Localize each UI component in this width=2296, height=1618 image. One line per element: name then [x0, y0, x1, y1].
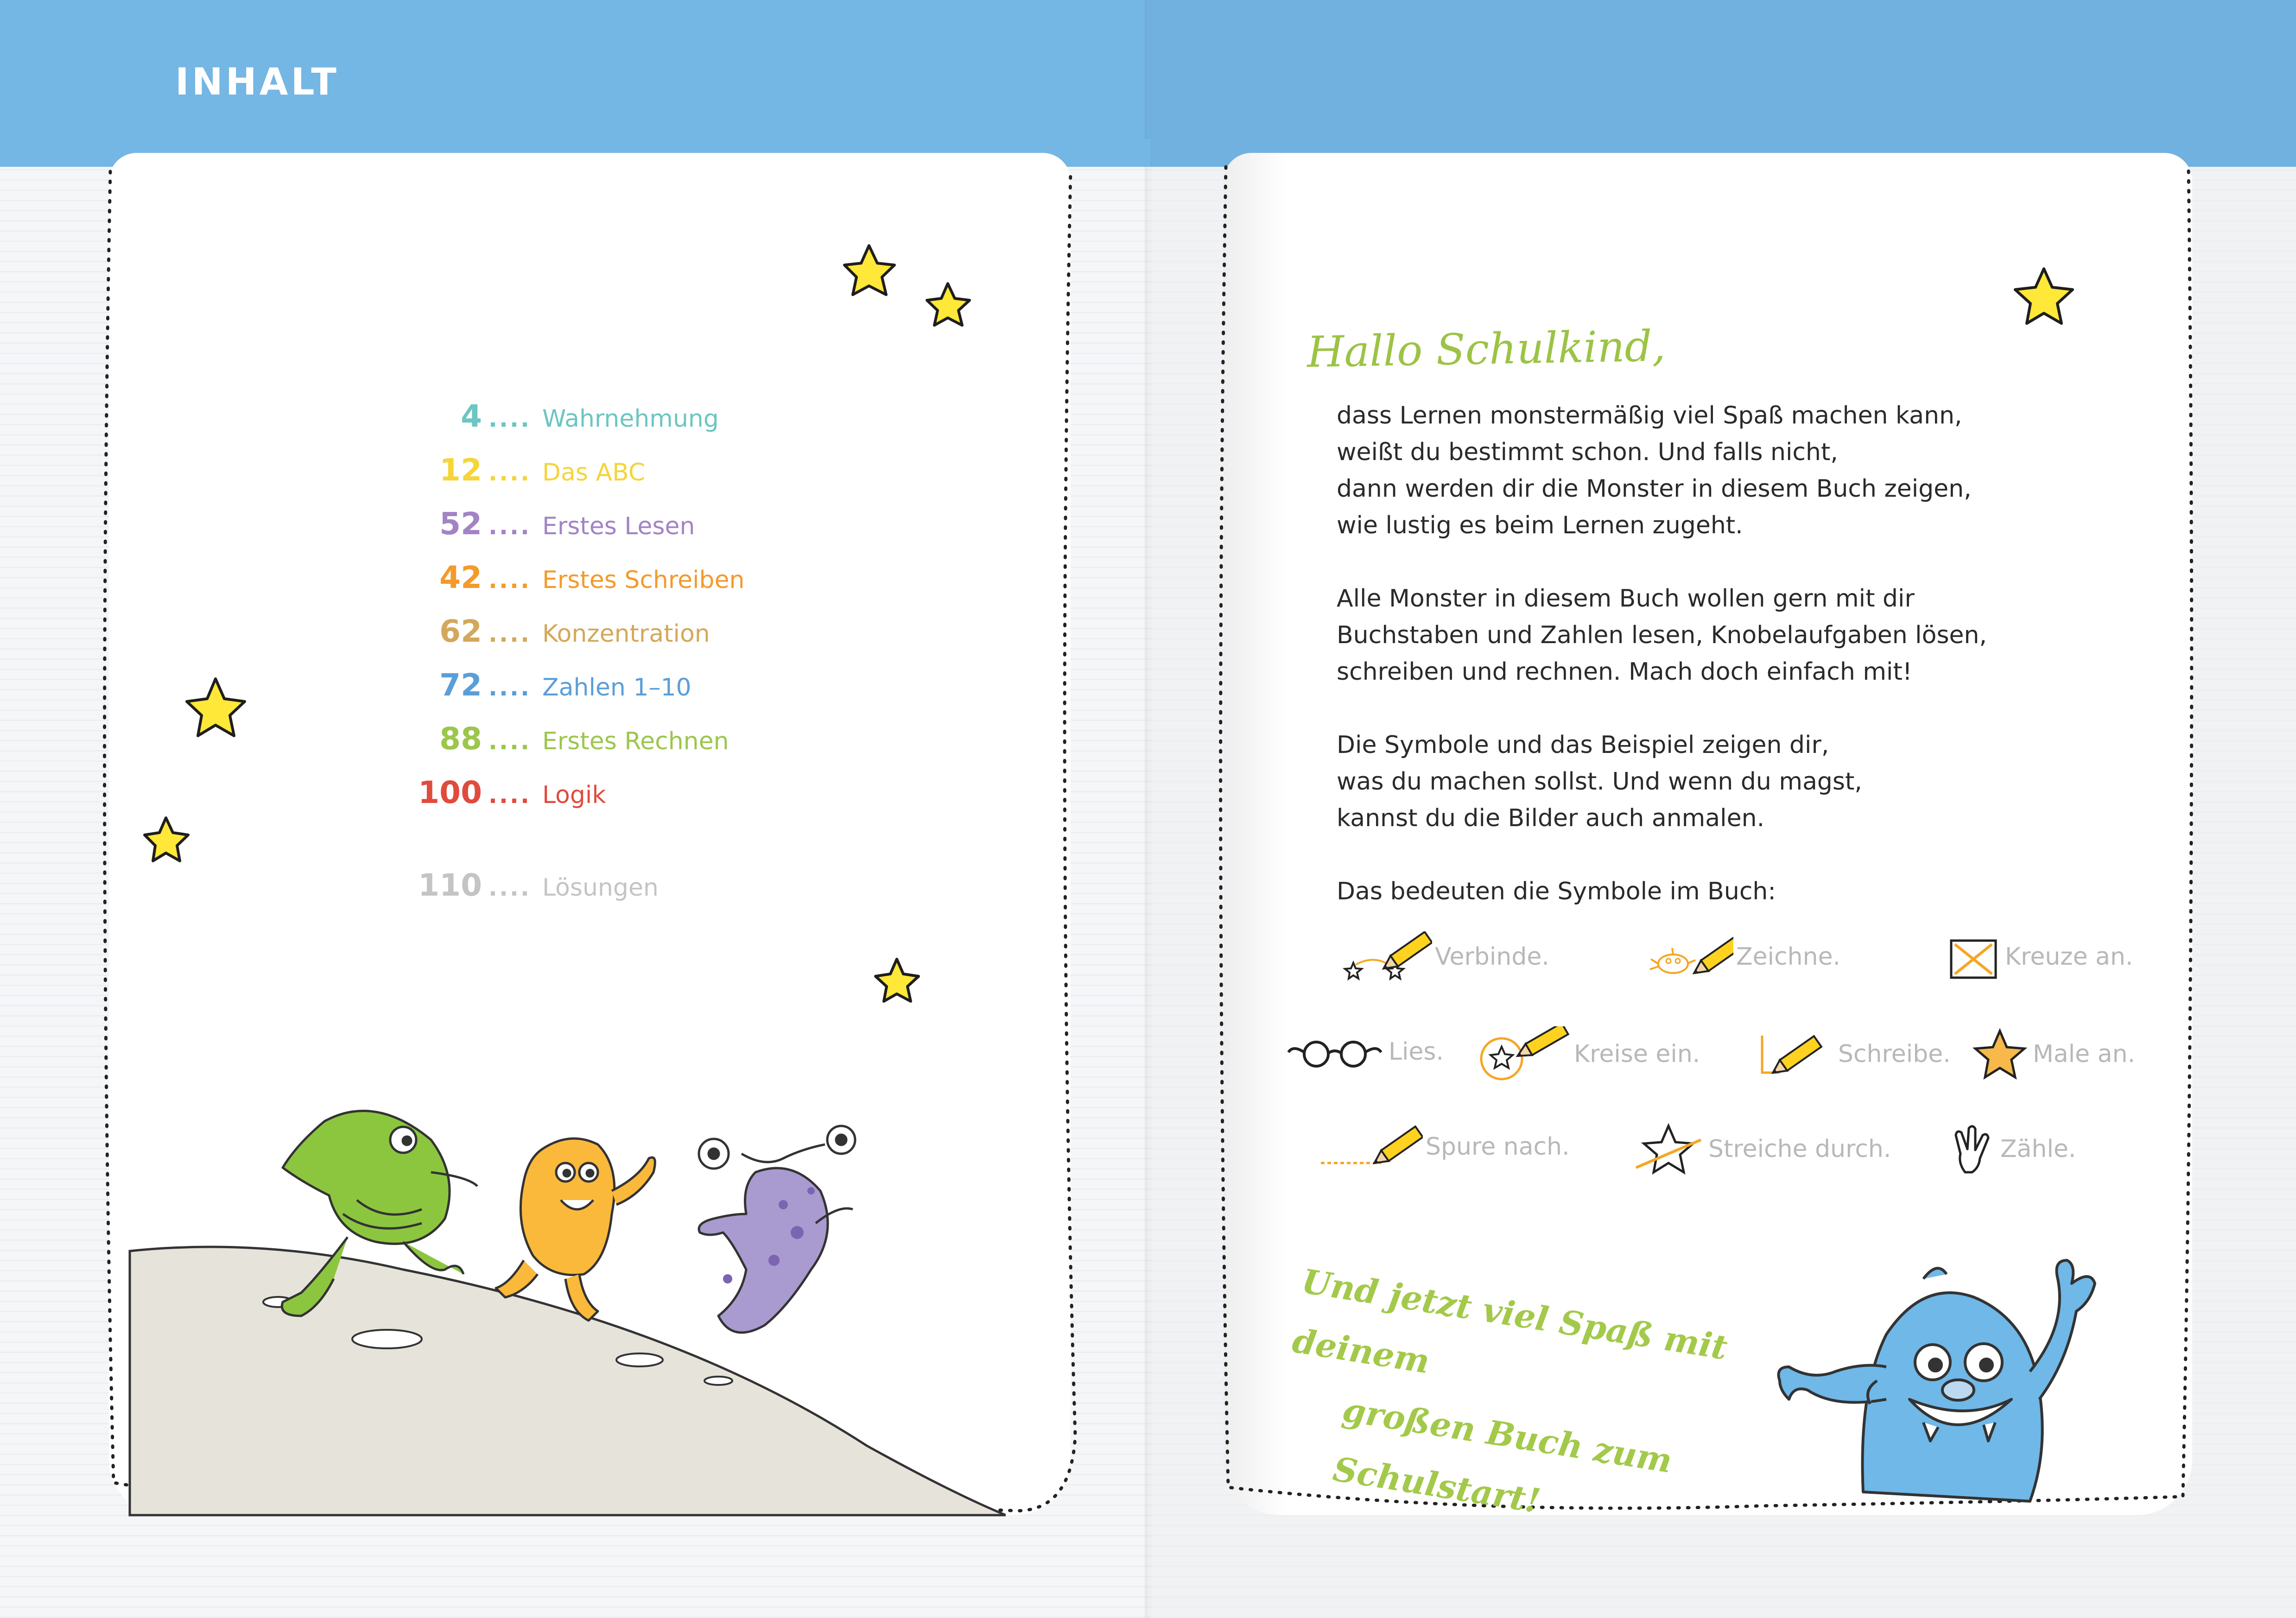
intro-paragraph	[1337, 873, 2078, 910]
symbol-legend	[1284, 931, 2188, 1186]
toc-page-number: 4	[461, 398, 482, 434]
toc-label: Logik	[542, 781, 606, 809]
toc-leader-dots: ....	[488, 782, 531, 809]
table-of-contents	[362, 398, 871, 921]
counting-hand-icon	[1947, 1121, 1998, 1177]
symbol-label: Verbinde.	[1435, 943, 1549, 971]
text-line: Buchstaben und Zahlen lesen, Knobelaufgaben lösen,	[1337, 621, 1987, 649]
moon-monsters-illustration	[125, 1084, 1006, 1520]
toc-leader-dots: ....	[488, 620, 531, 647]
page-title: INHALT	[175, 60, 339, 103]
text-line: Das bedeuten die Symbole im Buch:	[1337, 878, 1776, 905]
orange-monster	[496, 1138, 655, 1321]
toc-page-number: 52	[439, 506, 482, 542]
blue-monster-illustration	[1770, 1251, 2141, 1511]
toc-entry[interactable]	[362, 452, 871, 506]
toc-entry[interactable]	[362, 398, 871, 452]
text-line: dann werden dir die Monster in diesem Buch zeigen,	[1337, 475, 1972, 503]
toc-entry[interactable]	[362, 506, 871, 560]
strike-star-icon	[1631, 1121, 1706, 1177]
toc-page-number: 100	[418, 775, 482, 810]
toc-label: Erstes Rechnen	[542, 727, 729, 755]
symbol-connect	[1339, 931, 1549, 982]
star-icon	[2011, 264, 2076, 329]
toc-page-number: 62	[439, 613, 482, 649]
paint-star-icon	[1970, 1026, 2030, 1082]
symbol-label: Lies.	[1389, 1038, 1444, 1066]
symbol-label: Schreibe.	[1838, 1040, 1951, 1068]
intro-text	[1337, 398, 2078, 947]
symbol-label: Streiche durch.	[1708, 1135, 1891, 1163]
toc-page-number: 110	[418, 867, 482, 903]
symbol-circle	[1474, 1026, 1700, 1082]
text-line: schreiben und rechnen. Mach doch einfach mit!	[1337, 658, 1912, 686]
toc-leader-dots: ....	[488, 405, 531, 432]
toc-leader-dots: ....	[488, 874, 531, 901]
toc-label: Wahrnehmung	[542, 405, 719, 433]
toc-entry[interactable]	[362, 560, 871, 613]
symbol-label: Kreise ein.	[1574, 1040, 1700, 1068]
toc-page-number: 42	[439, 560, 482, 595]
symbol-trace	[1316, 1121, 1570, 1172]
toc-entry[interactable]	[362, 721, 871, 775]
star-icon	[145, 818, 188, 861]
intro-paragraph	[1337, 581, 2078, 690]
toc-leader-dots: ....	[488, 459, 531, 486]
symbol-label: Zähle.	[2000, 1135, 2076, 1163]
symbol-label: Male an.	[2033, 1040, 2136, 1068]
text-line: weißt du bestimmt schon. Und falls nicht,	[1337, 438, 1838, 466]
text-line: Die Symbole und das Beispiel zeigen dir,	[1337, 731, 1829, 759]
closing-line: Und jetzt viel Spaß mit deinem	[1289, 1261, 1730, 1381]
star-icon	[875, 959, 919, 1001]
toc-page-number: 72	[439, 667, 482, 703]
toc-label: Lösungen	[542, 874, 659, 902]
intro-paragraph	[1337, 398, 2078, 544]
toc-label: Erstes Schreiben	[542, 566, 745, 594]
purple-monster	[699, 1126, 855, 1333]
symbol-read	[1284, 1026, 1444, 1077]
toc-page-number: 12	[439, 452, 482, 488]
write-pencil-icon	[1752, 1026, 1835, 1082]
symbol-label: Zeichne.	[1736, 943, 1841, 971]
connect-stars-pencil-icon	[1339, 931, 1432, 982]
toc-leader-dots: ....	[488, 674, 531, 701]
intro-paragraph	[1337, 727, 2078, 837]
symbol-count	[1947, 1121, 2076, 1177]
symbol-paint	[1970, 1026, 2135, 1082]
text-line: kannst du die Bilder auch anmalen.	[1337, 804, 1765, 832]
trace-pencil-icon	[1316, 1121, 1423, 1172]
circle-star-pencil-icon	[1474, 1026, 1571, 1082]
star-icon	[927, 284, 970, 325]
text-line: was du machen sollst. Und wenn du magst,	[1337, 768, 1862, 796]
toc-label: Zahlen 1–10	[542, 674, 691, 702]
text-line: dass Lernen monstermäßig viel Spaß machen kann,	[1337, 402, 1962, 430]
symbol-write	[1752, 1026, 1951, 1082]
toc-page-number: 88	[439, 721, 482, 757]
checkbox-cross-icon	[1942, 931, 2002, 982]
draw-pencil-icon	[1641, 931, 1733, 982]
toc-label: Das ABC	[542, 459, 646, 487]
toc-label: Konzentration	[542, 620, 710, 648]
toc-leader-dots: ....	[488, 567, 531, 594]
toc-leader-dots: ....	[488, 728, 531, 755]
toc-entry[interactable]	[362, 775, 871, 828]
star-icon	[187, 679, 245, 736]
toc-label: Erstes Lesen	[542, 512, 695, 540]
symbol-strike	[1631, 1121, 1891, 1177]
symbol-label: Spure nach.	[1426, 1133, 1570, 1161]
star-icon	[844, 246, 894, 295]
closing-line: großen Buch zum Schulstart!	[1330, 1389, 1675, 1521]
greeting-heading: Hallo Schulkind,	[1307, 321, 1666, 377]
symbol-label: Kreuze an.	[2005, 943, 2133, 971]
toc-leader-dots: ....	[488, 513, 531, 540]
glasses-icon	[1284, 1026, 1386, 1077]
text-line: wie lustig es beim Lernen zugeht.	[1337, 512, 1743, 539]
toc-entry[interactable]	[362, 667, 871, 721]
symbol-draw	[1641, 931, 1840, 982]
symbol-cross	[1942, 931, 2133, 982]
toc-entry[interactable]	[362, 613, 871, 667]
text-line: Alle Monster in diesem Buch wollen gern mit dir	[1337, 585, 1915, 613]
toc-entry-solutions[interactable]	[362, 867, 871, 921]
